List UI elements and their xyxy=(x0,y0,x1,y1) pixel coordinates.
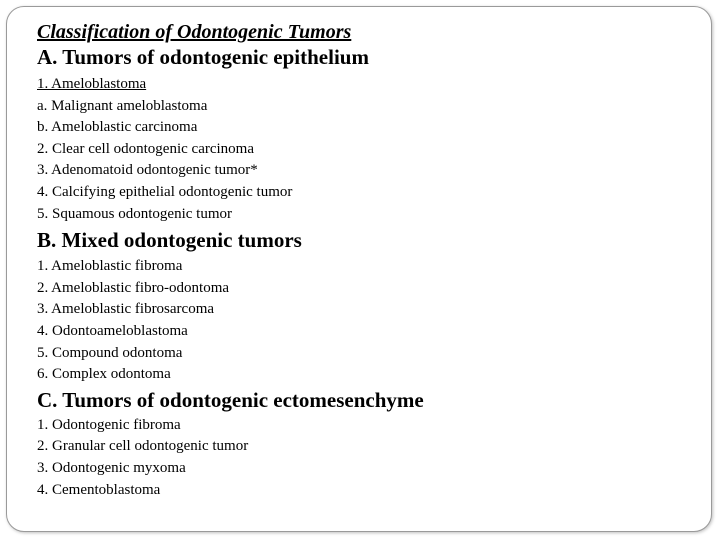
list-item: 4. Calcifying epithelial odontogenic tumor xyxy=(37,183,293,200)
section-list-ectomesenchyme xyxy=(37,415,697,501)
list-item: 4. Cementoblastoma xyxy=(37,481,161,498)
list-item: 5. Squamous odontogenic tumor xyxy=(37,205,232,222)
list-item: b. Ameloblastic carcinoma xyxy=(37,119,198,136)
list-item: 1. Ameloblastoma xyxy=(37,76,147,92)
list-item: 6. Complex odontoma xyxy=(37,366,171,383)
section-list-epithelium xyxy=(37,74,697,225)
list-item: a. Malignant ameloblastoma xyxy=(37,97,208,114)
section-heading-epithelium: A. Tumors of odontogenic epithelium xyxy=(37,45,369,69)
list-item: 3. Adenomatoid odontogenic tumor* xyxy=(37,162,258,179)
list-item: 2. Granular cell odontogenic tumor xyxy=(37,438,249,455)
list-item: 3. Ameloblastic fibrosarcoma xyxy=(37,301,215,318)
list-item: 2. Clear cell odontogenic carcinoma xyxy=(37,140,254,157)
list-item: 2. Ameloblastic fibro-odontoma xyxy=(37,279,230,296)
section-list-mixed xyxy=(37,256,697,386)
list-item: 5. Compound odontoma xyxy=(37,344,183,361)
list-item: 4. Odontoameloblastoma xyxy=(37,322,188,339)
list-item: 3. Odontogenic myxoma xyxy=(37,459,186,476)
section-heading-mixed: B. Mixed odontogenic tumors xyxy=(37,228,302,253)
slide-title: Classification of Odontogenic Tumors xyxy=(37,21,352,43)
slide-content xyxy=(37,20,697,501)
section-heading-ectomesenchyme: C. Tumors of odontogenic ectomesenchyme xyxy=(37,387,424,412)
list-item: 1. Ameloblastic fibroma xyxy=(37,258,183,275)
list-item: 1. Odontogenic fibroma xyxy=(37,416,181,433)
